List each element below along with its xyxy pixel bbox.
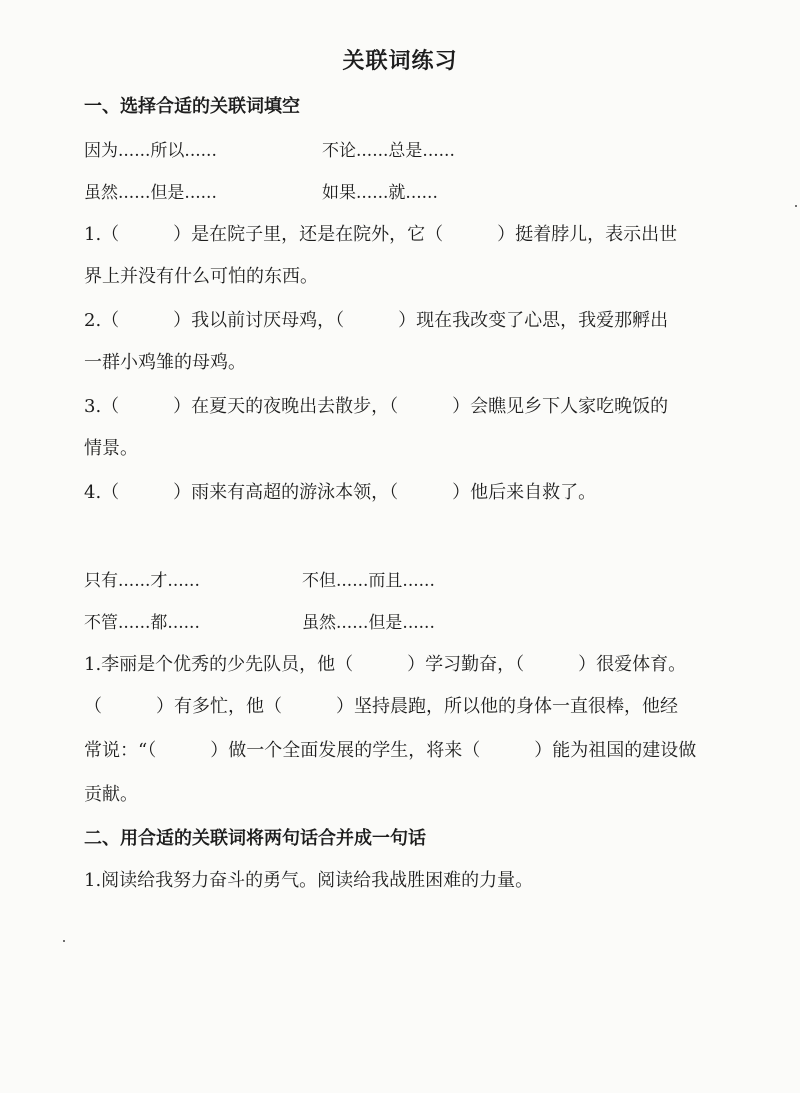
question-line: 3.（ ）在夏天的夜晚出去散步，（ ）会瞧见乡下人家吃晚饭的 xyxy=(84,396,669,417)
conjunction-option: 不但......而且...... xyxy=(302,571,435,591)
question-line: 一群小鸡雏的母鸡。 xyxy=(84,352,246,373)
conjunction-option: 如果......就...... xyxy=(322,183,438,203)
conjunction-option: 不管......都...... xyxy=(84,613,200,633)
question-line: 常说：“（ ）做一个全面发展的学生，将来（ ）能为祖国的建设做 xyxy=(84,740,697,761)
question-line: 贡献。 xyxy=(84,784,138,805)
question-line: 4.（ ）雨来有高超的游泳本领，（ ）他后来自救了。 xyxy=(84,482,597,503)
conjunction-option: 虽然......但是...... xyxy=(302,613,435,633)
question-line: 2.（ ）我以前讨厌母鸡，（ ）现在我改变了心思，我爱那孵出 xyxy=(84,310,669,331)
paper-speck xyxy=(63,940,65,942)
conjunction-option: 虽然......但是...... xyxy=(84,183,217,203)
question-line: 界上并没有什么可怕的东西。 xyxy=(84,266,318,287)
conjunction-option: 不论......总是...... xyxy=(322,141,455,161)
paper-speck xyxy=(795,205,797,207)
question-line: 1.李丽是个优秀的少先队员，他（ ）学习勤奋，（ ）很爱体育。 xyxy=(84,654,687,675)
question-line: 1.（ ）是在院子里，还是在院外，它（ ）挺着脖儿，表示出世 xyxy=(84,224,678,245)
page-title: 关联词练习 xyxy=(342,48,458,74)
conjunction-option: 只有......才...... xyxy=(84,571,200,591)
conjunction-option: 因为......所以...... xyxy=(84,141,217,161)
section-1-heading: 一、选择合适的关联词填空 xyxy=(84,96,300,117)
question-line: 1.阅读给我努力奋斗的勇气。阅读给我战胜困难的力量。 xyxy=(84,870,534,891)
question-line: 情景。 xyxy=(84,438,138,459)
question-line: （ ）有多忙，他（ ）坚持晨跑，所以他的身体一直很棒，他经 xyxy=(84,696,678,717)
section-2-heading: 二、用合适的关联词将两句话合并成一句话 xyxy=(84,828,426,849)
